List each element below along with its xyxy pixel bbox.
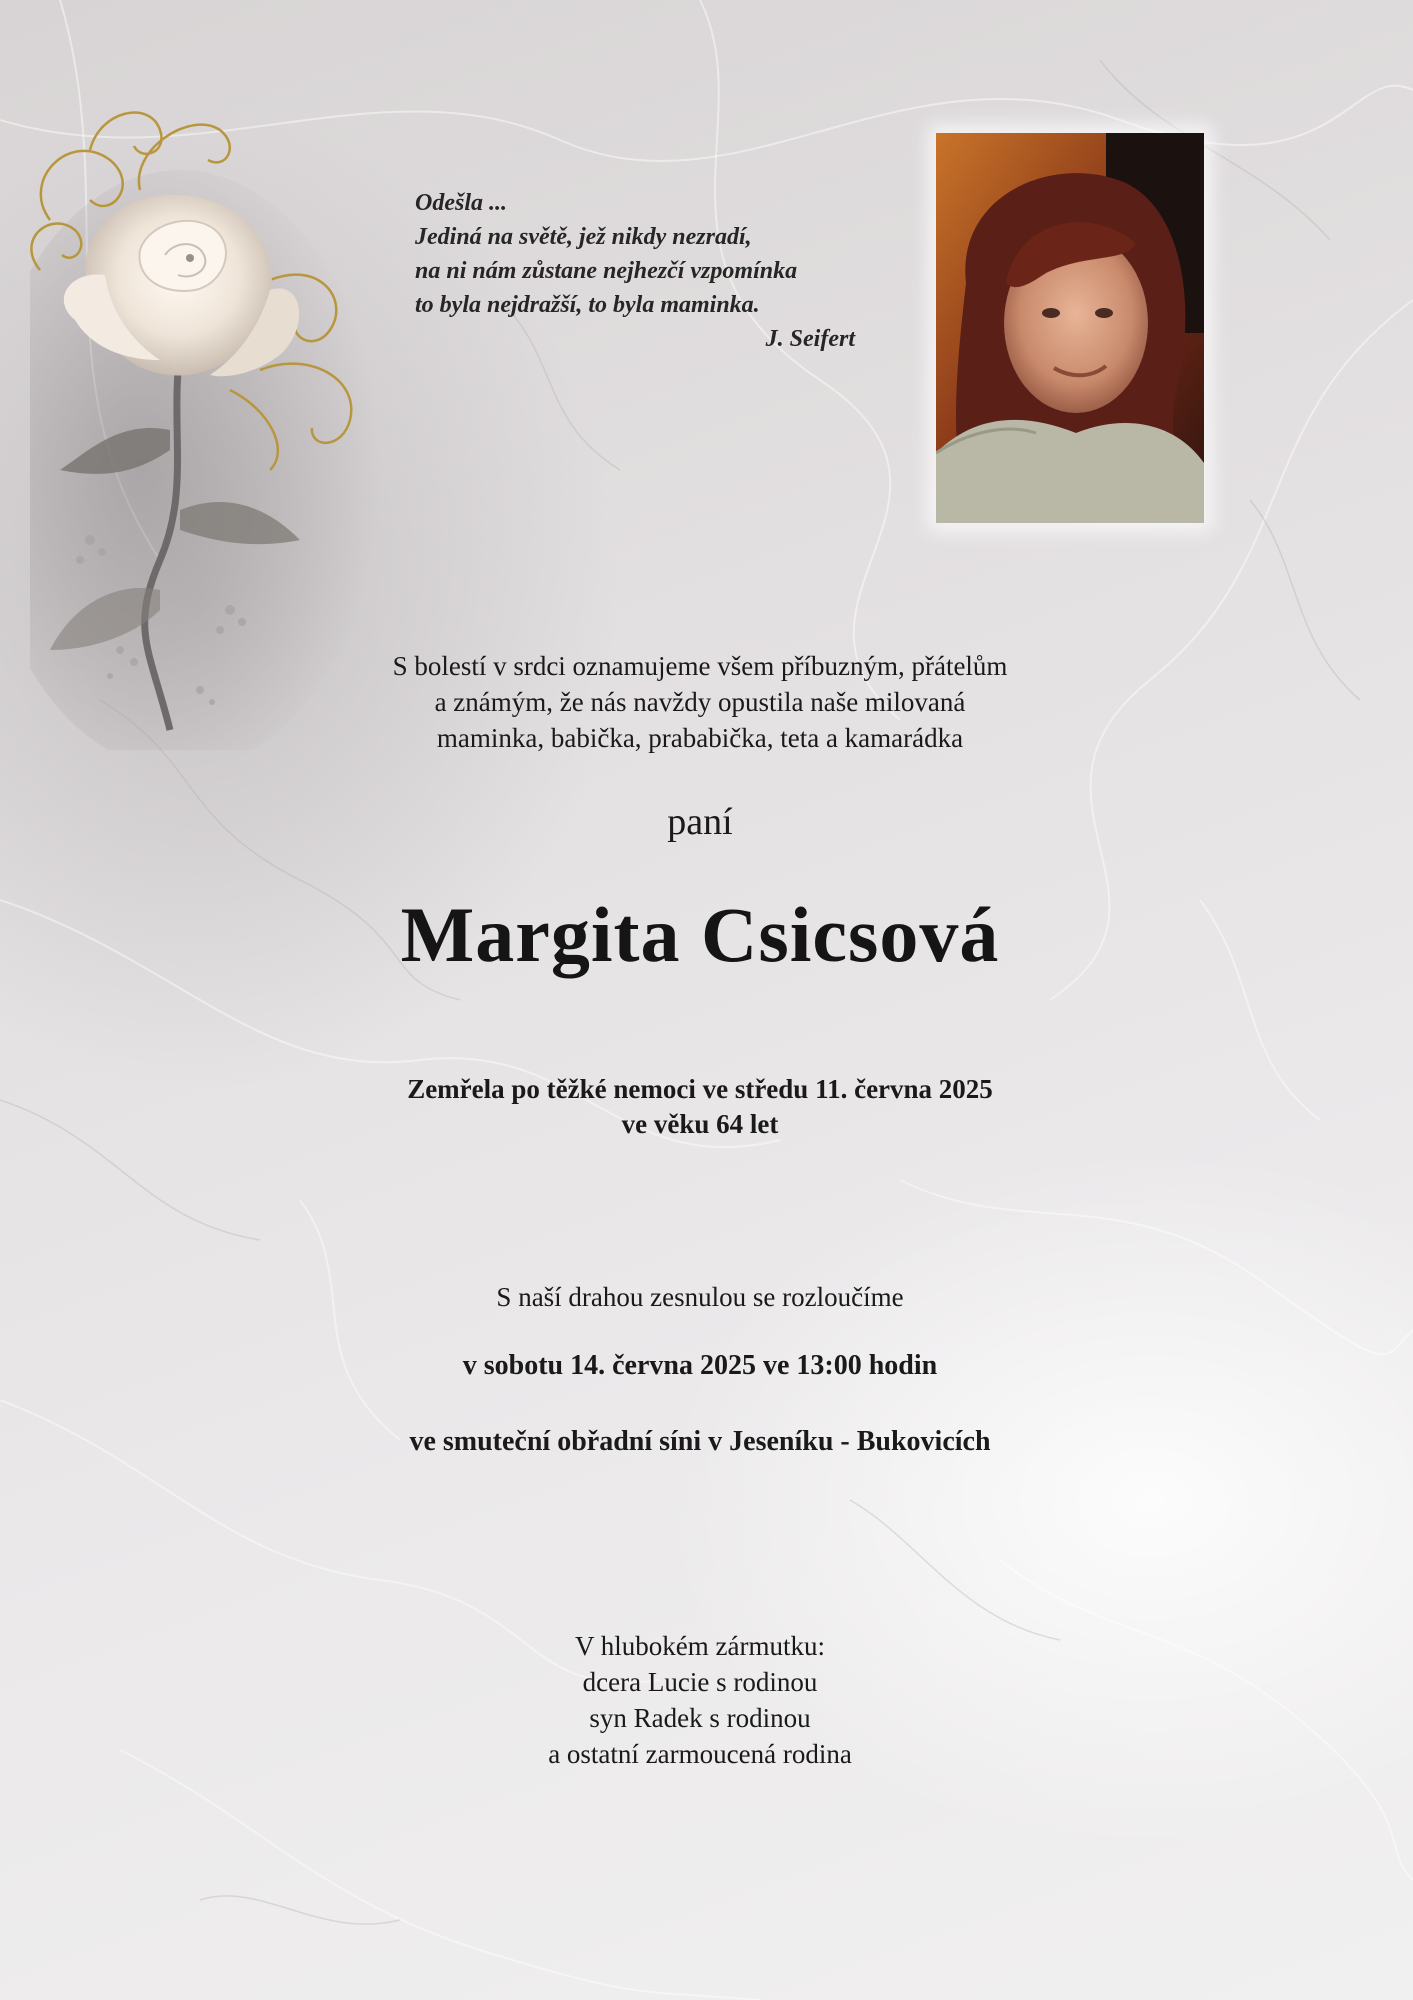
death-line: ve věku 64 let <box>621 1109 779 1139</box>
mourners-line: syn Radek s rodinou <box>589 1703 811 1733</box>
mourners-line: V hlubokém zármutku: <box>575 1631 825 1661</box>
ceremony-datetime: v sobotu 14. června 2025 ve 13:00 hodin <box>462 1350 938 1381</box>
poem-line: na ni nám zůstane nejhezčí vzpomínka <box>415 258 798 284</box>
poem-line: to byla nejdražší, to byla maminka. <box>415 292 760 318</box>
poem-quote <box>415 186 885 356</box>
farewell-intro: S naší drahou zesnulou se rozloučíme <box>496 1282 904 1312</box>
intro-line: S bolestí v srdci oznamujeme všem příbuzným, přátelům <box>392 651 1008 681</box>
mourners-list <box>200 1628 1200 1772</box>
honorific: paní <box>667 801 733 843</box>
poem-line: Jediná na světě, jež nikdy nezradí, <box>415 224 752 250</box>
ceremony-place: ve smuteční obřadní síni v Jeseníku - Bukovicích <box>409 1426 991 1457</box>
death-line: Zemřela po těžké nemoci ve středu 11. června 2025 <box>407 1074 993 1104</box>
mourners-line: a ostatní zarmoucená rodina <box>548 1739 852 1769</box>
portrait-photo <box>936 133 1204 523</box>
death-notice <box>200 1072 1200 1142</box>
poem-line: Odešla ... <box>415 190 507 216</box>
mourners-line: dcera Lucie s rodinou <box>582 1667 818 1697</box>
intro-line: a známým, že nás navždy opustila naše milovaná <box>434 687 966 717</box>
poem-author: J. Seifert <box>765 326 855 352</box>
deceased-name: Margita Csicsová <box>400 891 1000 978</box>
announcement-intro <box>200 648 1200 756</box>
intro-line: maminka, babička, prababička, teta a kamarádka <box>436 723 964 753</box>
